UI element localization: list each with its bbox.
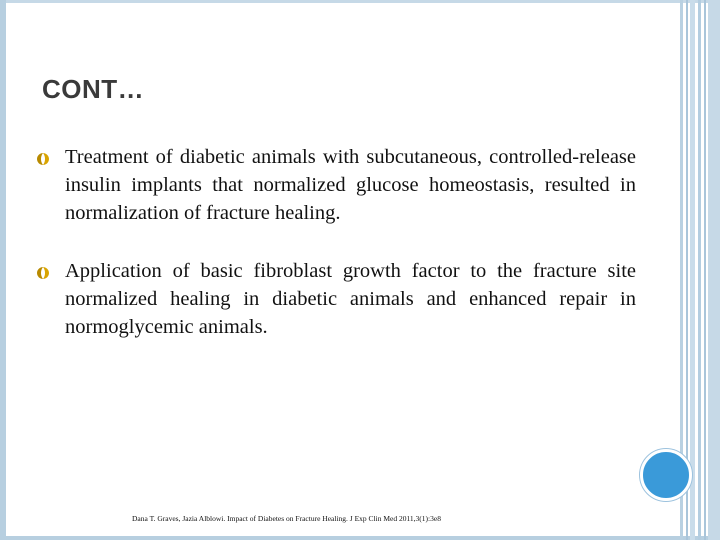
decorative-stripe [690, 0, 695, 540]
slide-frame-bottom [0, 536, 720, 540]
decorative-stripe [704, 0, 706, 540]
bullet-list [36, 143, 636, 371]
decorative-circle [640, 449, 692, 501]
slide-title: CONT… [42, 74, 145, 104]
list-item [36, 257, 636, 341]
citation: Dana T. Graves, Jazia Alblowi. Impact of Diabetes on Fracture Healing. J Exp Clin Med 2011,3(1):3e8 [132, 514, 441, 523]
bullet-text: Application of basic fibroblast growth factor to the fracture site normalized healing in diabetic animals and enhanced repair in normoglycemic animals. [65, 260, 636, 338]
decorative-stripe [698, 0, 701, 540]
slide-frame-left [0, 0, 6, 540]
bullet-text: Treatment of diabetic animals with subcutaneous, controlled-release insulin implants that normalized glucose homeostasis, resulted in normalization of fracture healing. [65, 146, 636, 224]
slide-frame-top [0, 0, 720, 3]
decorative-stripe [708, 0, 720, 540]
fleuron-bullet-icon [36, 152, 50, 166]
list-item [36, 143, 636, 227]
fleuron-bullet-icon [36, 266, 50, 280]
